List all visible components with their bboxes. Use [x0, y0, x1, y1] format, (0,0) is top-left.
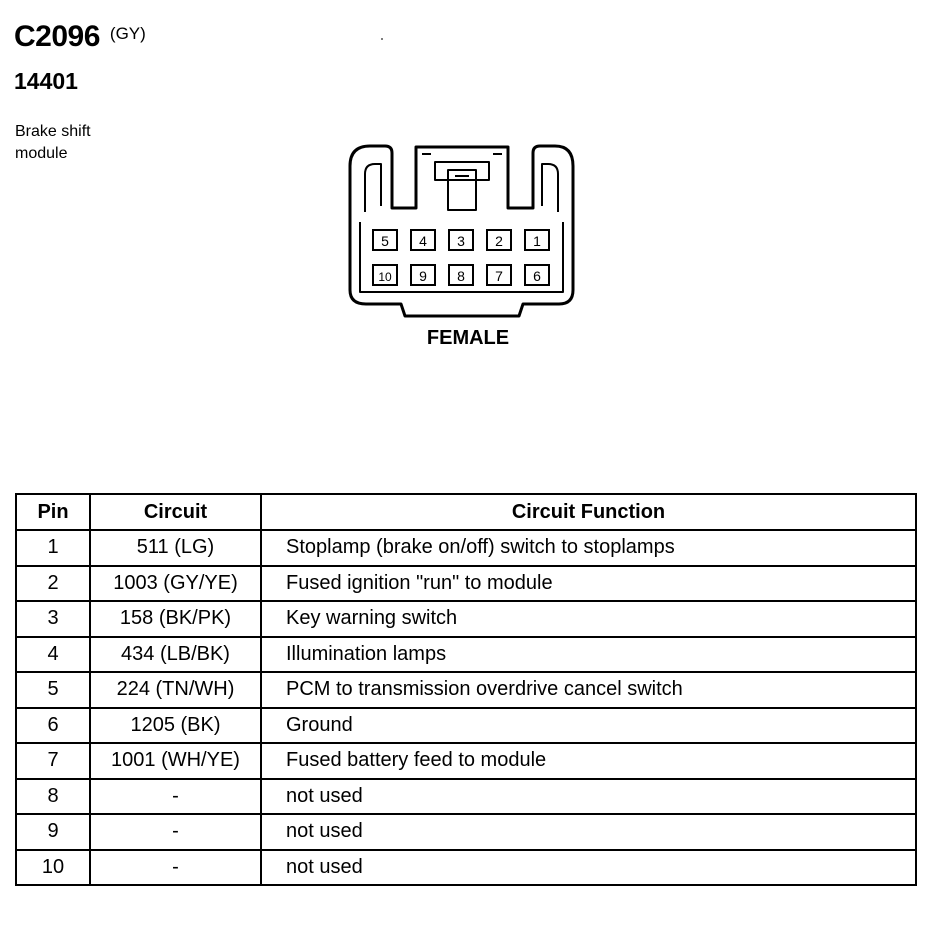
pin-number-cell: 8: [16, 779, 90, 815]
circuit-cell: 1001 (WH/YE): [90, 743, 261, 779]
connector-color-code: (GY): [109, 24, 146, 43]
right-latch-detail: [542, 164, 558, 212]
table-row: [16, 743, 916, 779]
pin-cavity: [449, 265, 473, 285]
circuit-function-cell: Fused ignition "run" to module: [261, 566, 916, 602]
circuit-cell: 1003 (GY/YE): [90, 566, 261, 602]
table-row: [16, 566, 916, 602]
table-row: [16, 530, 916, 566]
circuit-cell: 434 (LB/BK): [90, 637, 261, 673]
pin-cavity-number: 5: [381, 233, 389, 249]
table-row: [16, 601, 916, 637]
pin-cavity: [373, 265, 397, 285]
component-name: Brake shift module: [15, 123, 91, 162]
pin-cavity: [373, 230, 397, 250]
pin-number-cell: 5: [16, 672, 90, 708]
pin-cavity-number: 4: [419, 233, 427, 249]
column-header-circuit: Circuit: [90, 494, 261, 530]
pin-number-cell: 2: [16, 566, 90, 602]
connector-id-line: [14, 20, 146, 54]
connector-id: C2096: [14, 20, 100, 53]
pin-number-cell: 9: [16, 814, 90, 850]
circuit-cell: 158 (BK/PK): [90, 601, 261, 637]
scan-speck: [381, 38, 383, 40]
pinout-table-header-row: [16, 494, 916, 530]
pinout-table: [15, 493, 917, 886]
circuit-function-cell: Fused battery feed to module: [261, 743, 916, 779]
circuit-cell: 224 (TN/WH): [90, 672, 261, 708]
column-header-pin: Pin: [16, 494, 90, 530]
circuit-function-cell: not used: [261, 779, 916, 815]
circuit-function-cell: Key warning switch: [261, 601, 916, 637]
circuit-function-cell: PCM to transmission overdrive cancel switch: [261, 672, 916, 708]
pin-cavity: [487, 230, 511, 250]
left-latch-detail: [365, 164, 381, 212]
pin-cavity: [411, 265, 435, 285]
pin-cavity: [411, 230, 435, 250]
table-row: [16, 850, 916, 886]
circuit-cell: 511 (LG): [90, 530, 261, 566]
pin-cavity-number: 10: [378, 270, 392, 284]
part-number: 14401: [14, 68, 78, 94]
circuit-cell: -: [90, 850, 261, 886]
pin-cavity-number: 8: [457, 268, 465, 284]
circuit-function-cell: Ground: [261, 708, 916, 744]
pin-cavity-number: 9: [419, 268, 427, 284]
pin-number-cell: 1: [16, 530, 90, 566]
column-header-function: Circuit Function: [261, 494, 916, 530]
pin-cavity: [525, 230, 549, 250]
pin-number-cell: 4: [16, 637, 90, 673]
table-row: [16, 637, 916, 673]
pin-number-cell: 10: [16, 850, 90, 886]
circuit-function-cell: Illumination lamps: [261, 637, 916, 673]
pin-cavity: [449, 230, 473, 250]
pin-number-cell: 3: [16, 601, 90, 637]
circuit-function-cell: not used: [261, 850, 916, 886]
circuit-cell: -: [90, 779, 261, 815]
table-row: [16, 672, 916, 708]
table-row: [16, 779, 916, 815]
connector-header: [14, 20, 146, 94]
circuit-function-cell: not used: [261, 814, 916, 850]
pin-number-cell: 7: [16, 743, 90, 779]
circuit-cell: -: [90, 814, 261, 850]
pin-cavity-number: 6: [533, 268, 541, 284]
pin-cavity: [525, 265, 549, 285]
pin-number-cell: 6: [16, 708, 90, 744]
pin-cavities: [373, 230, 549, 285]
pin-cavity-number: 7: [495, 268, 503, 284]
circuit-function-cell: Stoplamp (brake on/off) switch to stoplamps: [261, 530, 916, 566]
pin-cavity-number: 2: [495, 233, 503, 249]
table-row: [16, 814, 916, 850]
pin-cavity-number: 3: [457, 233, 465, 249]
pin-cavity-number: 1: [533, 233, 541, 249]
connector-face-diagram: [345, 140, 585, 322]
connector-gender-label: FEMALE: [426, 327, 510, 349]
pinout-table-body: [16, 530, 916, 885]
table-row: [16, 708, 916, 744]
pin-cavity: [487, 265, 511, 285]
circuit-cell: 1205 (BK): [90, 708, 261, 744]
